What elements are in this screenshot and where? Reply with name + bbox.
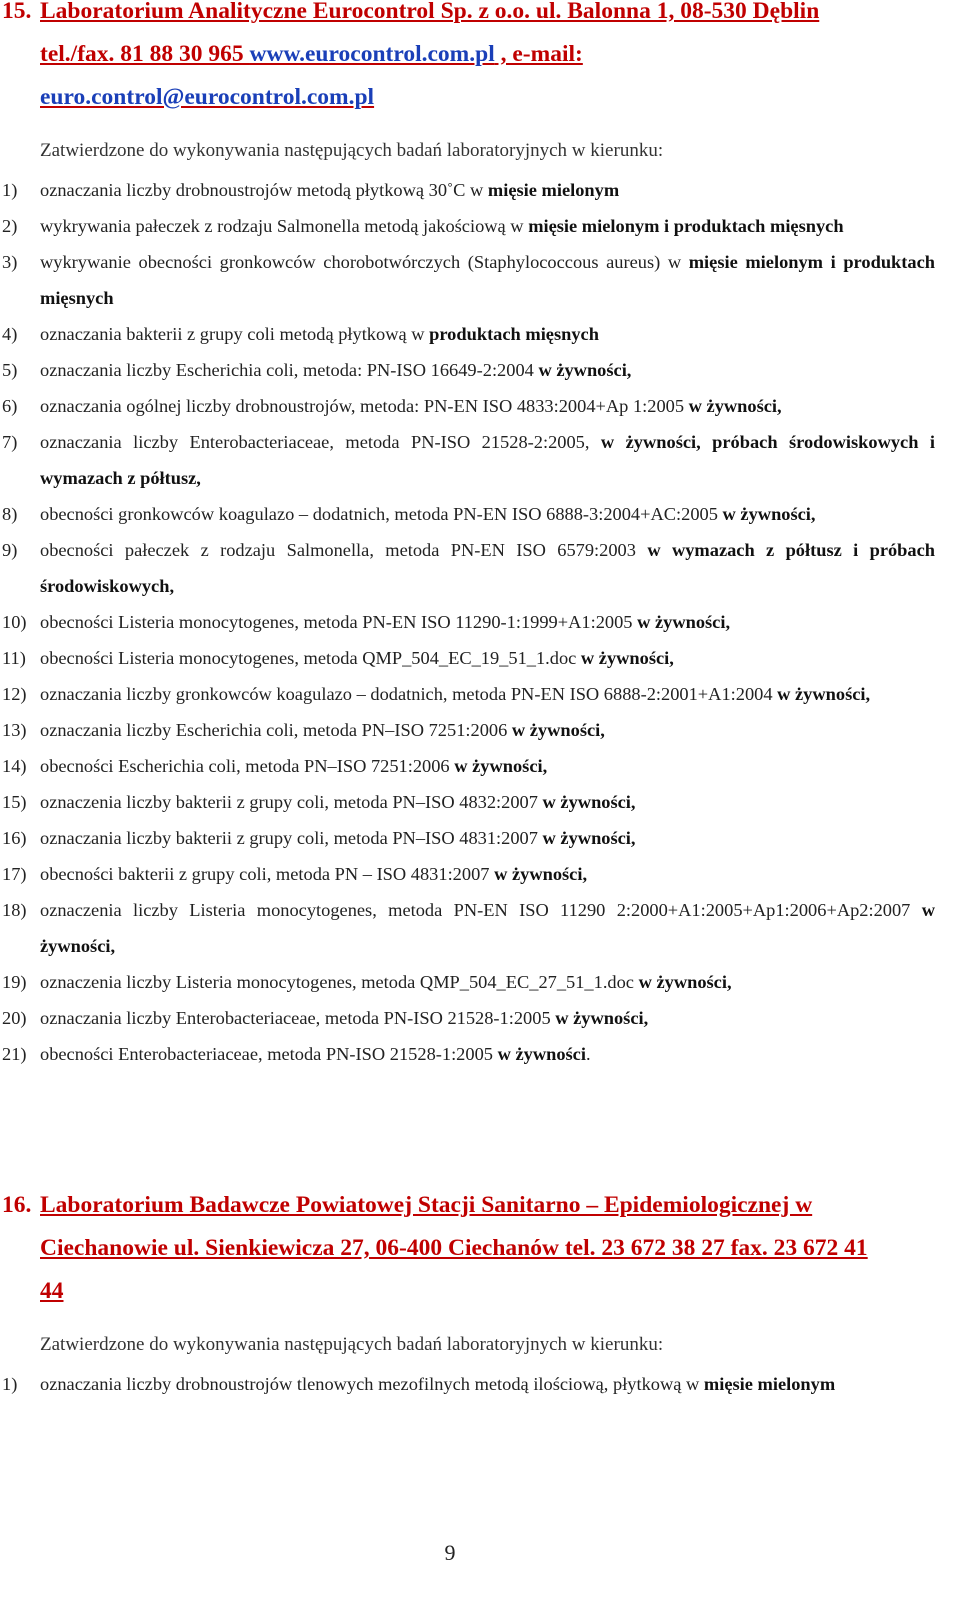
item-number: 17) [2, 864, 27, 884]
item-bold: mięsie mielonym [703, 1374, 836, 1394]
item-bold: mięsie mielonym [487, 180, 620, 200]
item-text: oznaczania liczby Enterobacteriaceae, metoda PN-ISO 21528-2:2005, [40, 432, 601, 452]
item-bold: w wymazach z półtusz i próbach środowiskowych, [40, 540, 935, 596]
item-text: obecności gronkowców koagulazo – dodatnich, metoda PN-EN ISO 6888-3:2004+AC:2005 [40, 504, 723, 524]
item-bold: produktach mięsnych [429, 324, 599, 344]
item-bold: w żywności, [40, 900, 935, 956]
list-item [0, 820, 935, 856]
list-item [0, 748, 935, 784]
list-item [0, 856, 935, 892]
item-number: 5) [2, 360, 18, 380]
list-item [0, 172, 935, 208]
section-intro: Zatwierdzone do wykonywania następujących badań laboratoryjnych w kierunku: [40, 1334, 664, 1355]
lab-name-text: Laboratorium Analityczne Eurocontrol Sp. z o.o. ul. Balonna 1, 08-530 Dęblin [40, 0, 820, 24]
item-text: oznaczania liczby gronkowców koagulazo – dodatnich, metoda PN-EN ISO 6888-2:2001+A1:2004 [40, 684, 778, 704]
list-item [0, 1036, 935, 1072]
item-text: oznaczenia liczby Listeria monocytogenes, metoda QMP_504_EC_27_51_1.doc [40, 972, 639, 992]
item-number: 6) [2, 396, 18, 416]
item-text: obecności Enterobacteriaceae, metoda PN-ISO 21528-1:2005 [40, 1044, 498, 1064]
test-list [0, 172, 935, 1072]
section-16-header [0, 1184, 940, 1313]
item-text: obecności bakterii z grupy coli, metoda PN – ISO 4831:2007 [40, 864, 495, 884]
item-text: obecności Listeria monocytogenes, metoda PN-EN ISO 11290-1:1999+A1:2005 [40, 612, 638, 632]
item-number: 16) [2, 828, 27, 848]
item-bold: w żywności, [555, 1008, 649, 1028]
page-number: 9 [444, 1540, 456, 1565]
list-item [0, 640, 935, 676]
item-number: 11) [2, 648, 26, 668]
email-label: , e-mail: [494, 41, 583, 67]
item-number: 2) [2, 216, 18, 236]
list-item [0, 964, 935, 1000]
list-item [0, 604, 935, 640]
item-number: 14) [2, 756, 27, 776]
item-text: wykrywanie obecności gronkowców chorobotwórczych (Staphylococcous aureus) w [40, 252, 689, 272]
item-bold: w żywności, [688, 396, 782, 416]
list-item [0, 892, 935, 964]
header-line: 44 [40, 1278, 64, 1304]
list-item [0, 352, 935, 388]
item-text: oznaczania liczby Escherichia coli, metoda: PN-ISO 16649-2:2004 [40, 360, 539, 380]
list-item [0, 676, 935, 712]
item-tail: . [585, 1044, 591, 1064]
item-number: 4) [2, 324, 18, 344]
header-line [40, 0, 940, 33]
header-line [40, 76, 940, 119]
item-number: 8) [2, 504, 18, 524]
item-bold: w żywności, [454, 756, 548, 776]
item-bold: w żywności, [542, 792, 636, 812]
item-number: 19) [2, 972, 27, 992]
list-item [0, 532, 935, 604]
item-text: obecności Listeria monocytogenes, metoda QMP_504_EC_19_51_1.doc [40, 648, 581, 668]
item-text: oznaczenia liczby bakterii z grupy coli, metoda PN–ISO 4832:2007 [40, 792, 543, 812]
item-bold: w żywności, [538, 360, 632, 380]
item-bold: w żywności, [494, 864, 588, 884]
item-number: 18) [2, 900, 27, 920]
item-text: oznaczenia liczby Listeria monocytogenes, metoda PN-EN ISO 11290 2:2000+A1:2005+Ap1:2006+Ap2:2007 [40, 900, 922, 920]
list-item [0, 388, 935, 424]
header-line [40, 33, 940, 76]
item-number: 20) [2, 1008, 27, 1028]
item-text: oznaczania ogólnej liczby drobnoustrojów, metoda: PN-EN ISO 4833:2004+Ap 1:2005 [40, 396, 689, 416]
item-text: wykrywania pałeczek z rodzaju Salmonella metodą jakościową w [40, 216, 529, 236]
item-text: obecności pałeczek z rodzaju Salmonella, metoda PN-EN ISO 6579:2003 [40, 540, 648, 560]
list-item [0, 208, 935, 244]
item-number: 21) [2, 1044, 27, 1064]
section-number: 16. [2, 1192, 32, 1218]
item-bold: w żywności, [722, 504, 816, 524]
website-link[interactable]: www.eurocontrol.com.pl [249, 41, 495, 67]
item-text: oznaczania liczby bakterii z grupy coli, metoda PN–ISO 4831:2007 [40, 828, 543, 848]
item-number: 1) [2, 1374, 18, 1394]
section-number: 15. [2, 0, 32, 24]
item-bold: w żywności, próbach środowiskowych i wymazach z półtusz, [40, 432, 935, 488]
list-item [0, 1366, 935, 1402]
item-number: 3) [2, 252, 18, 272]
list-item [0, 424, 935, 496]
item-text: oznaczania liczby drobnoustrojów metodą płytkową 30˚C w [40, 180, 488, 200]
list-item [0, 244, 935, 316]
item-number: 12) [2, 684, 27, 704]
item-number: 7) [2, 432, 18, 452]
item-text: obecności Escherichia coli, metoda PN–ISO 7251:2006 [40, 756, 455, 776]
item-number: 13) [2, 720, 27, 740]
section-intro: Zatwierdzone do wykonywania następujących badań laboratoryjnych w kierunku: [40, 140, 664, 161]
section-15-header [0, 0, 940, 119]
item-text: oznaczania liczby Escherichia coli, metoda PN–ISO 7251:2006 [40, 720, 512, 740]
list-item [0, 316, 935, 352]
item-number: 9) [2, 540, 18, 560]
list-item [0, 496, 935, 532]
item-bold: w żywności, [580, 648, 674, 668]
section-15-lab-address [0, 0, 940, 119]
item-bold: w żywności, [542, 828, 636, 848]
item-bold: w żywności [497, 1044, 586, 1064]
item-bold: w żywności, [511, 720, 605, 740]
item-text: oznaczania liczby Enterobacteriaceae, metoda PN-ISO 21528-1:2005 [40, 1008, 556, 1028]
item-bold: w żywności, [637, 612, 731, 632]
item-bold: w żywności, [638, 972, 732, 992]
test-list [0, 1366, 935, 1402]
item-number: 10) [2, 612, 27, 632]
item-number: 1) [2, 180, 18, 200]
email-link[interactable]: euro.control@eurocontrol.com.pl [40, 84, 375, 110]
item-number: 15) [2, 792, 27, 812]
item-text: oznaczania liczby drobnoustrojów tlenowych mezofilnych metodą ilościową, płytkową w [40, 1374, 704, 1394]
item-bold: mięsie mielonym i produktach mięsnych [40, 252, 935, 308]
item-bold: mięsie mielonym i produktach mięsnych [528, 216, 844, 236]
item-bold: w żywności, [777, 684, 871, 704]
item-text: oznaczania bakterii z grupy coli metodą płytkową w [40, 324, 430, 344]
header-line: Laboratorium Badawcze Powiatowej Stacji Sanitarno – Epidemiologicznej w [40, 1192, 813, 1218]
tel-fax-text: tel./fax. 81 88 30 965 [40, 41, 250, 67]
header-line: Ciechanowie ul. Sienkiewicza 27, 06-400 Ciechanów tel. 23 672 38 27 fax. 23 672 41 [40, 1235, 868, 1261]
list-item [0, 1000, 935, 1036]
list-item [0, 784, 935, 820]
section-16-lab-address [0, 1184, 940, 1313]
list-item [0, 712, 935, 748]
